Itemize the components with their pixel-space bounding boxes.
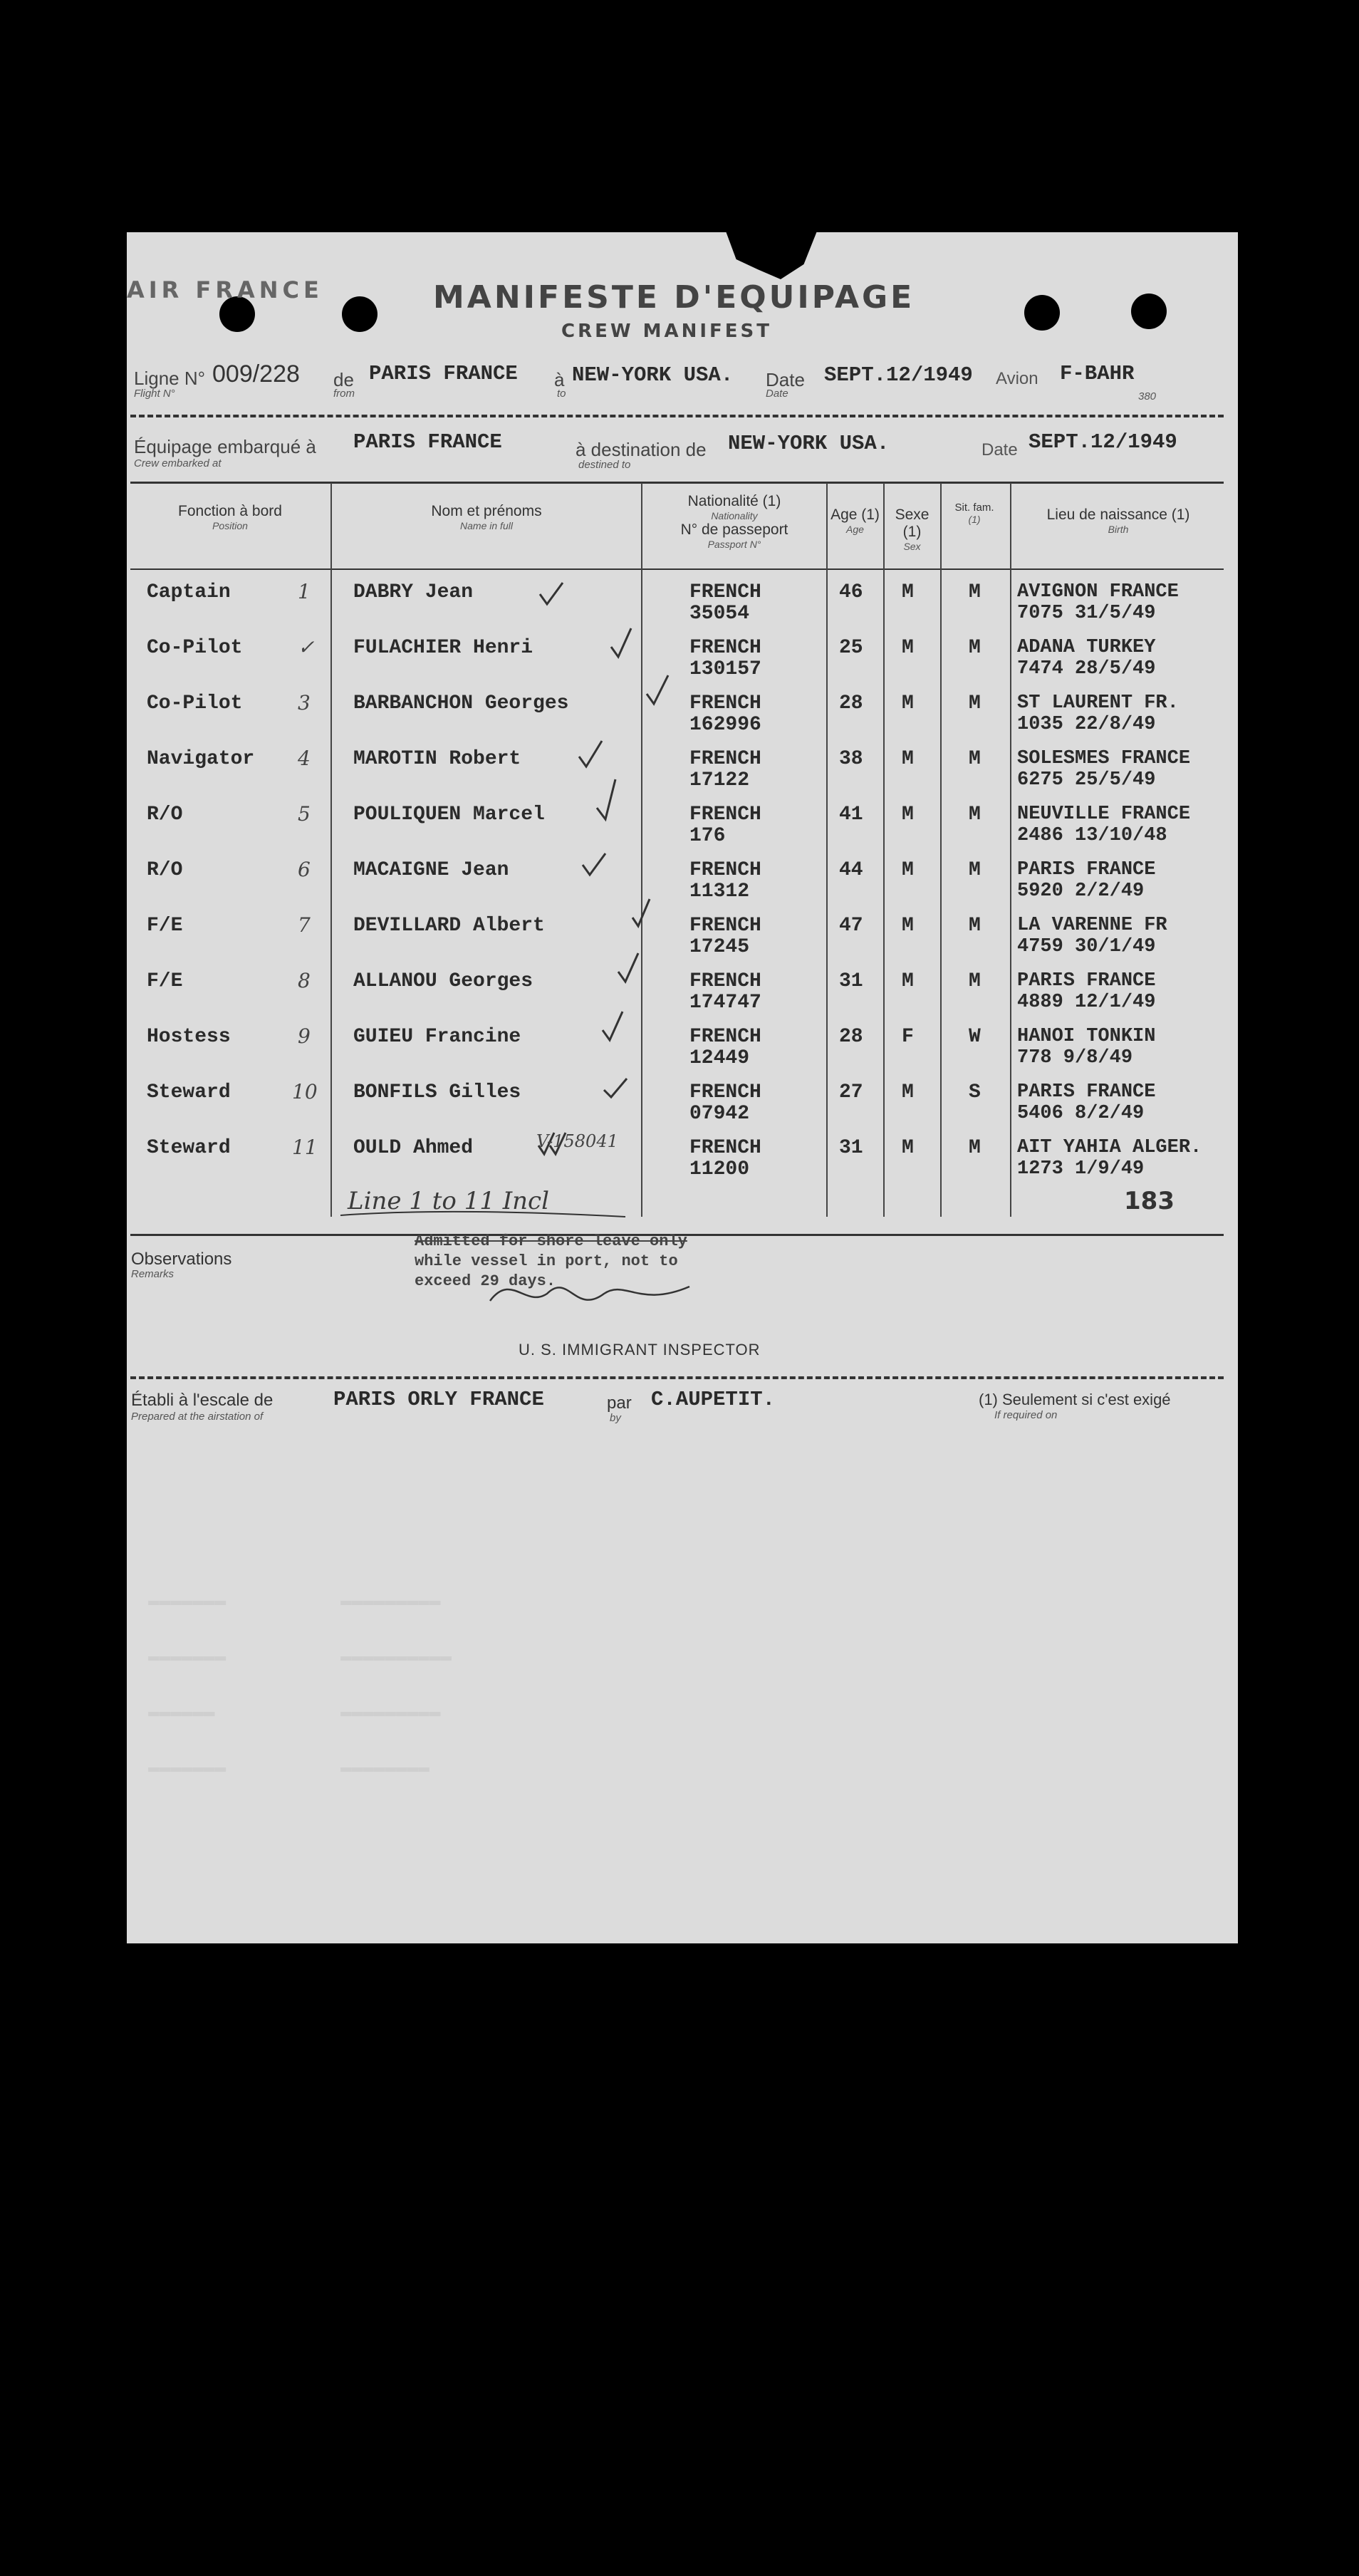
crew-birthplace: ST LAURENT FR.	[1017, 692, 1179, 714]
crew-status: M	[969, 859, 981, 881]
divider	[130, 1376, 1224, 1379]
torn-edge	[725, 229, 818, 279]
crew-sex: M	[902, 915, 914, 937]
crew-position: R/O	[147, 859, 183, 881]
inspector-title: U. S. IMMIGRANT INSPECTOR	[519, 1341, 761, 1359]
crew-name: BONFILS Gilles	[353, 1081, 521, 1103]
crew-status: M	[969, 804, 981, 826]
crew-age: 46	[839, 581, 863, 603]
punch-hole	[1131, 294, 1167, 329]
crew-birthplace: PARIS FRANCE	[1017, 1081, 1156, 1103]
crew-status: M	[969, 692, 981, 715]
crew-row-number: 1	[298, 580, 311, 603]
crew-nationality: FRENCH	[689, 915, 761, 937]
crew-row-number: 7	[298, 913, 311, 937]
crew-sex: M	[902, 637, 914, 659]
embark-date: SEPT.12/1949	[1029, 430, 1177, 454]
manifest-subtitle: CREW MANIFEST	[561, 321, 773, 342]
crew-nationality: FRENCH	[689, 859, 761, 881]
table-top-line	[130, 482, 1224, 484]
prepared-by-label-en: by	[610, 1412, 621, 1424]
crew-age: 44	[839, 859, 863, 881]
crew-passport: 12449	[689, 1047, 750, 1069]
bleed-through: ▬▬▬▬▬▬▬	[148, 1646, 226, 1667]
crew-position: Hostess	[147, 1026, 231, 1048]
prepared-by-label: par	[607, 1393, 632, 1413]
ould-annotation: V-158041	[536, 1131, 618, 1151]
crew-position: Captain	[147, 581, 231, 603]
col-header-sex-fr: Sexe (1)	[895, 507, 930, 540]
crew-status: S	[969, 1081, 981, 1103]
crew-birthplace: AIT YAHIA ALGER.	[1017, 1137, 1202, 1158]
crew-birthdate: 5920 2/2/49	[1017, 881, 1145, 902]
col-header-nationality-fr: Nationalité (1)	[687, 493, 781, 509]
crew-age: 28	[839, 692, 863, 715]
crew-passport: 174747	[689, 992, 761, 1014]
crew-birthdate: 7075 31/5/49	[1017, 603, 1156, 624]
crew-position: Navigator	[147, 748, 255, 770]
crew-birthdate: 1035 22/8/49	[1017, 714, 1156, 735]
prepared-label: Établi à l'escale de	[131, 1391, 274, 1410]
crew-birthdate: 778 9/8/49	[1017, 1047, 1133, 1069]
aircraft-registration: F-BAHR	[1060, 362, 1135, 385]
col-header-status	[942, 502, 1006, 525]
embark-date-label: Date	[982, 440, 1018, 459]
crew-birthdate: 4759 30/1/49	[1017, 936, 1156, 957]
crew-name: GUIEU Francine	[353, 1026, 521, 1048]
flight-label-en: Flight N°	[134, 388, 175, 400]
col-header-position	[130, 503, 330, 531]
crew-row-number: 3	[298, 691, 311, 715]
crew-row-number: 9	[298, 1024, 311, 1048]
flight-to: NEW-YORK USA.	[572, 363, 734, 387]
stamp-line-1: Admitted for shore leave only	[415, 1232, 687, 1250]
underline-stroke	[333, 1208, 632, 1222]
crew-birthplace: SOLESMES FRANCE	[1017, 748, 1191, 769]
flight-date: SEPT.12/1949	[824, 363, 973, 387]
crew-birthdate: 4889 12/1/49	[1017, 992, 1156, 1013]
col-header-birth-fr: Lieu de naissance (1)	[1046, 507, 1190, 523]
from-label-en: from	[333, 388, 355, 400]
bleed-through: ▬▬▬▬▬▬▬▬▬	[340, 1701, 441, 1723]
crew-passport: 176	[689, 825, 726, 847]
col-header-passport-fr: N° de passeport	[680, 521, 788, 538]
crew-birthdate: 5406 8/2/49	[1017, 1103, 1145, 1124]
crew-position: R/O	[147, 804, 183, 826]
crew-position: F/E	[147, 970, 183, 992]
crew-birthdate: 2486 13/10/48	[1017, 825, 1167, 846]
from-label: de	[333, 369, 354, 390]
page-number: 183	[1124, 1187, 1175, 1215]
bleed-through: ▬▬▬▬▬▬▬▬▬	[340, 1590, 441, 1611]
crew-nationality: FRENCH	[689, 970, 761, 992]
crew-passport: 11200	[689, 1158, 750, 1180]
col-header-status-en: (1)	[968, 514, 981, 525]
crew-passport: 35054	[689, 603, 750, 625]
footnote: (1) Seulement si c'est exigé	[979, 1391, 1171, 1408]
check-mark	[579, 741, 602, 767]
check-mark	[611, 628, 631, 657]
col-header-passport-en: Passport N°	[707, 539, 761, 550]
col-header-status-fr: Sit. fam.	[954, 502, 994, 514]
check-mark	[604, 1079, 627, 1097]
check-mark	[583, 853, 605, 875]
crew-position: Steward	[147, 1081, 231, 1103]
airline-logo: AIR FRANCE	[127, 276, 323, 303]
col-header-sex-en: Sex	[903, 541, 921, 552]
crew-passport: 07942	[689, 1103, 750, 1125]
column-rule	[940, 483, 942, 1217]
to-label: à	[554, 369, 565, 390]
crew-row-number: 10	[292, 1080, 318, 1103]
crew-sex: M	[902, 804, 914, 826]
col-header-age-en: Age	[846, 524, 864, 535]
crew-nationality: FRENCH	[689, 1026, 761, 1048]
crew-sex: M	[902, 859, 914, 881]
crew-passport: 17245	[689, 936, 750, 958]
manifest-title: MANIFESTE D'EQUIPAGE	[433, 279, 915, 316]
check-mark	[603, 1012, 623, 1040]
flight-from: PARIS FRANCE	[369, 362, 518, 385]
crew-status: M	[969, 1137, 981, 1159]
crew-name: ALLANOU Georges	[353, 970, 533, 992]
col-header-sex	[885, 507, 939, 552]
crew-birthplace: HANOI TONKIN	[1017, 1026, 1156, 1047]
prepared-by: C.AUPETIT.	[651, 1388, 776, 1411]
footnote-en: If required on	[994, 1409, 1058, 1421]
bleed-through: ▬▬▬▬▬▬	[148, 1701, 215, 1723]
line-count-note: Line 1 to 11 Incl	[348, 1187, 549, 1215]
crew-name: MAROTIN Robert	[353, 748, 521, 770]
col-header-position-en: Position	[212, 520, 248, 531]
crew-status: M	[969, 748, 981, 770]
crew-age: 31	[839, 1137, 863, 1159]
column-rule	[1010, 483, 1011, 1217]
flight-number: 009/228	[212, 360, 300, 388]
crew-age: 47	[839, 915, 863, 937]
prepared-place: PARIS ORLY FRANCE	[333, 1388, 544, 1411]
inspector-signature	[483, 1272, 711, 1315]
crew-passport: 17122	[689, 769, 750, 791]
bleed-through: ▬▬▬▬▬▬▬▬	[340, 1757, 429, 1778]
crew-nationality: FRENCH	[689, 1081, 761, 1103]
crew-sex: F	[902, 1026, 914, 1048]
observations-label: Observations	[131, 1250, 232, 1269]
crew-sex: M	[902, 581, 914, 603]
crew-nationality: FRENCH	[689, 804, 761, 826]
stamp-line-3: exceed 29 days.	[415, 1272, 556, 1290]
crew-position: Co-Pilot	[147, 637, 243, 659]
col-header-nationality-en: Nationality	[711, 510, 758, 521]
check-mark	[540, 583, 563, 604]
prepared-label-en: Prepared at the airstation of	[131, 1411, 264, 1423]
destination: NEW-YORK USA.	[728, 432, 890, 455]
crew-age: 28	[839, 1026, 863, 1048]
column-rule	[883, 483, 885, 1217]
manifest-sheet	[127, 232, 1238, 1943]
crew-nationality: FRENCH	[689, 637, 761, 659]
crew-birthplace: NEUVILLE FRANCE	[1017, 804, 1191, 825]
crew-age: 41	[839, 804, 863, 826]
crew-sex: M	[902, 970, 914, 992]
check-marks	[511, 567, 725, 1194]
crew-name: FULACHIER Henri	[353, 637, 533, 659]
check-mark	[597, 779, 615, 819]
check-mark	[647, 675, 668, 704]
crew-status: W	[969, 1026, 981, 1048]
column-rule	[826, 483, 828, 1217]
bleed-through: ▬▬▬▬▬▬▬▬▬▬	[340, 1646, 452, 1667]
crew-name: OULD Ahmed	[353, 1137, 474, 1159]
destination-label-en: destined to	[578, 459, 631, 471]
crew-name: MACAIGNE Jean	[353, 859, 509, 881]
aircraft-serial: 380	[1138, 390, 1157, 402]
crew-age: 25	[839, 637, 863, 659]
col-header-position-fr: Fonction à bord	[178, 503, 282, 519]
column-rule	[330, 483, 332, 1217]
crew-status: M	[969, 637, 981, 659]
crew-birthplace: AVIGNON FRANCE	[1017, 581, 1179, 603]
crew-row-number: 11	[292, 1136, 318, 1159]
crew-name: POULIQUEN Marcel	[353, 804, 545, 826]
crew-sex: M	[902, 748, 914, 770]
check-mark	[618, 953, 638, 982]
crew-status: M	[969, 581, 981, 603]
embark-label-en: Crew embarked at	[134, 457, 222, 469]
col-header-age-fr: Age (1)	[830, 507, 880, 523]
crew-birthdate: 7474 28/5/49	[1017, 658, 1156, 680]
col-header-age	[828, 507, 882, 535]
crew-birthplace: PARIS FRANCE	[1017, 970, 1156, 992]
crew-row-number: 5	[298, 802, 311, 826]
crew-passport: 11312	[689, 881, 750, 903]
crew-nationality: FRENCH	[689, 1137, 761, 1159]
crew-name: DEVILLARD Albert	[353, 915, 545, 937]
crew-age: 27	[839, 1081, 863, 1103]
bleed-through: ▬▬▬▬▬▬▬	[148, 1757, 226, 1778]
col-header-name	[333, 503, 640, 531]
date-label: Date	[766, 369, 805, 390]
crew-passport: 130157	[689, 658, 761, 680]
col-header-name-en: Name in full	[460, 520, 513, 531]
punch-hole	[342, 296, 378, 332]
check-mark	[632, 899, 650, 926]
crew-sex: M	[902, 1137, 914, 1159]
aircraft-label: Avion	[996, 369, 1038, 388]
crew-nationality: FRENCH	[689, 692, 761, 715]
crew-birthplace: PARIS FRANCE	[1017, 859, 1156, 881]
crew-nationality: FRENCH	[689, 581, 761, 603]
destination-label: à destination de	[576, 439, 707, 460]
crew-status: M	[969, 915, 981, 937]
crew-row-number: 8	[298, 969, 311, 992]
crew-nationality: FRENCH	[689, 748, 761, 770]
stamp-line-2: while vessel in port, not to	[415, 1252, 678, 1270]
crew-birthdate: 1273 1/9/49	[1017, 1158, 1145, 1180]
crew-position: Steward	[147, 1137, 231, 1159]
to-label-en: to	[557, 388, 566, 400]
crew-position: Co-Pilot	[147, 692, 243, 715]
flight-label: Ligne N°	[134, 368, 206, 389]
divider	[130, 415, 1224, 417]
crew-sex: M	[902, 1081, 914, 1103]
crew-position: F/E	[147, 915, 183, 937]
col-header-nationality	[645, 493, 823, 550]
crew-birthdate: 6275 25/5/49	[1017, 769, 1156, 791]
crew-name: BARBANCHON Georges	[353, 692, 569, 715]
col-header-birth-en: Birth	[1108, 524, 1129, 535]
crew-status: M	[969, 970, 981, 992]
crew-sex: M	[902, 692, 914, 715]
crew-passport: 162996	[689, 714, 761, 736]
crew-row-number: 6	[298, 858, 311, 881]
embark-label: Équipage embarqué à	[134, 436, 316, 457]
date-label-en: Date	[766, 388, 788, 400]
crew-row-number: ✓	[298, 635, 315, 659]
crew-row-number: 4	[298, 747, 311, 770]
col-header-birth	[1011, 507, 1225, 535]
crew-birthplace: ADANA TURKEY	[1017, 637, 1156, 658]
observations-label-en: Remarks	[131, 1268, 175, 1280]
bleed-through: ▬▬▬▬▬▬▬	[148, 1590, 226, 1611]
embark-place: PARIS FRANCE	[353, 430, 502, 454]
crew-age: 38	[839, 748, 863, 770]
col-header-name-fr: Nom et prénoms	[431, 503, 542, 519]
crew-age: 31	[839, 970, 863, 992]
crew-birthplace: LA VARENNE FR	[1017, 915, 1167, 936]
punch-hole	[1024, 295, 1060, 331]
crew-name: DABRY Jean	[353, 581, 474, 603]
